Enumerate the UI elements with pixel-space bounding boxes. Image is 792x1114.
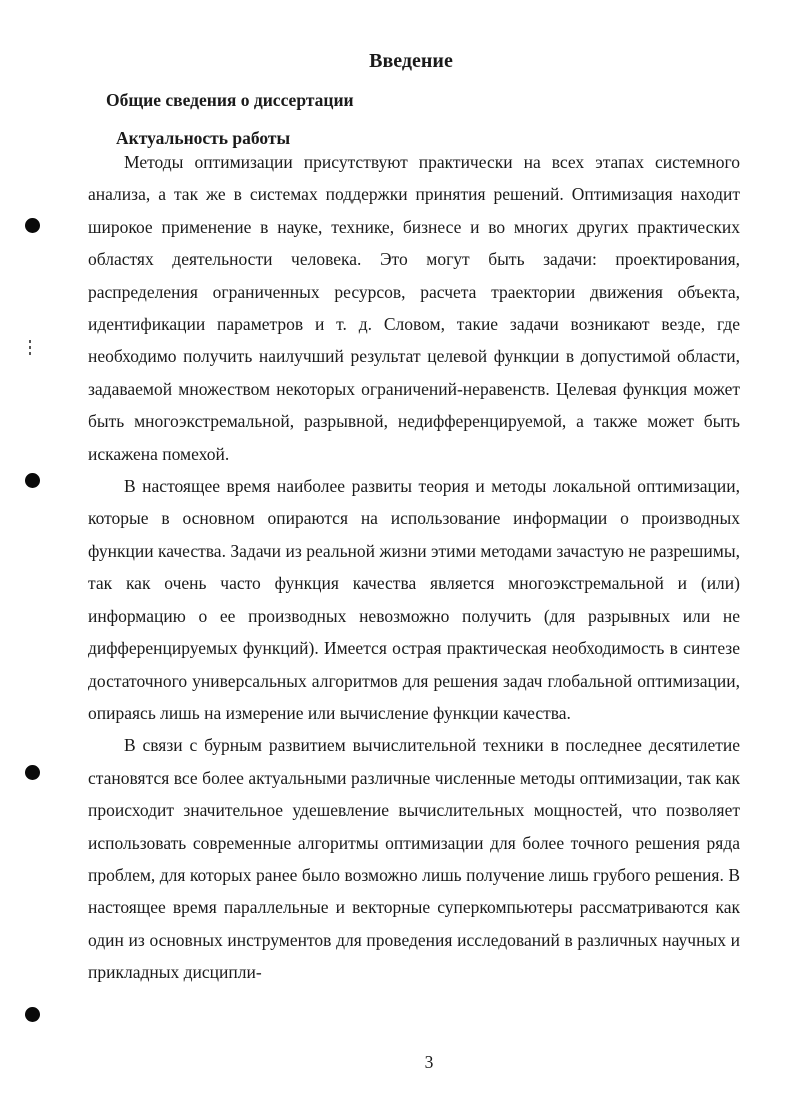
subsection-heading: Актуальность работы	[116, 128, 291, 148]
punch-hole-mark	[25, 1007, 40, 1022]
body-text	[88, 146, 740, 989]
scan-artifact-mark	[29, 340, 31, 358]
punch-hole-mark	[25, 473, 40, 488]
paragraph: В настоящее время наиболее развиты теория и методы локальной оптимизации, которые в основном опираются на использование информации о производных функции качества. Задачи из реальной жизни этими методами зачастую не разрешимы, так как очень часто функция качества является многоэкстремальной и (или) информацию о ее производных невозможно получить (для разрывных или не дифференцируемых функций). Имеется острая практическая необходимость в синтезе достаточного универсальных алгоритмов для решения задач глобальной оптимизации, опираясь лишь на измерение или вычисление функции качества.	[88, 476, 740, 723]
page-number: 3	[424, 1052, 434, 1072]
page-title: Введение	[369, 50, 453, 72]
paragraph: Методы оптимизации присутствуют практически на всех этапах системного анализа, а так же в системах поддержки принятия решений. Оптимизация находит широкое применение в науке, технике, бизнесе и во многих других практических областях деятельности человека. Это могут быть задачи: проектирования, распределения ограниченных ресурсов, расчета траектории движения объекта, идентификации параметров и т. д. Словом, такие задачи возникают везде, где необходимо получить наилучший результат целевой функции в допустимой области, задаваемой множеством некоторых ограничений-неравенств. Целевая функция может быть многоэкстремальной, разрывной, недифференцируемой, а также может быть искажена помехой.	[88, 152, 740, 464]
punch-hole-mark	[25, 218, 40, 233]
section-heading: Общие сведения о диссертации	[106, 90, 354, 110]
paragraph: В связи с бурным развитием вычислительной техники в последнее десятилетие становятся все более актуальными различные численные методы оптимизации, так как происходит значительное удешевление вычислительных мощностей, что позволяет использовать современные алгоритмы оптимизации для более точного решения ряда проблем, для которых ранее было возможно лишь получение лишь грубого решения. В настоящее время параллельные и векторные суперкомпьютеры рассматриваются как один из основных инструментов для проведения исследований в различных научных и прикладных дисципли-	[88, 735, 740, 983]
punch-hole-mark	[25, 765, 40, 780]
